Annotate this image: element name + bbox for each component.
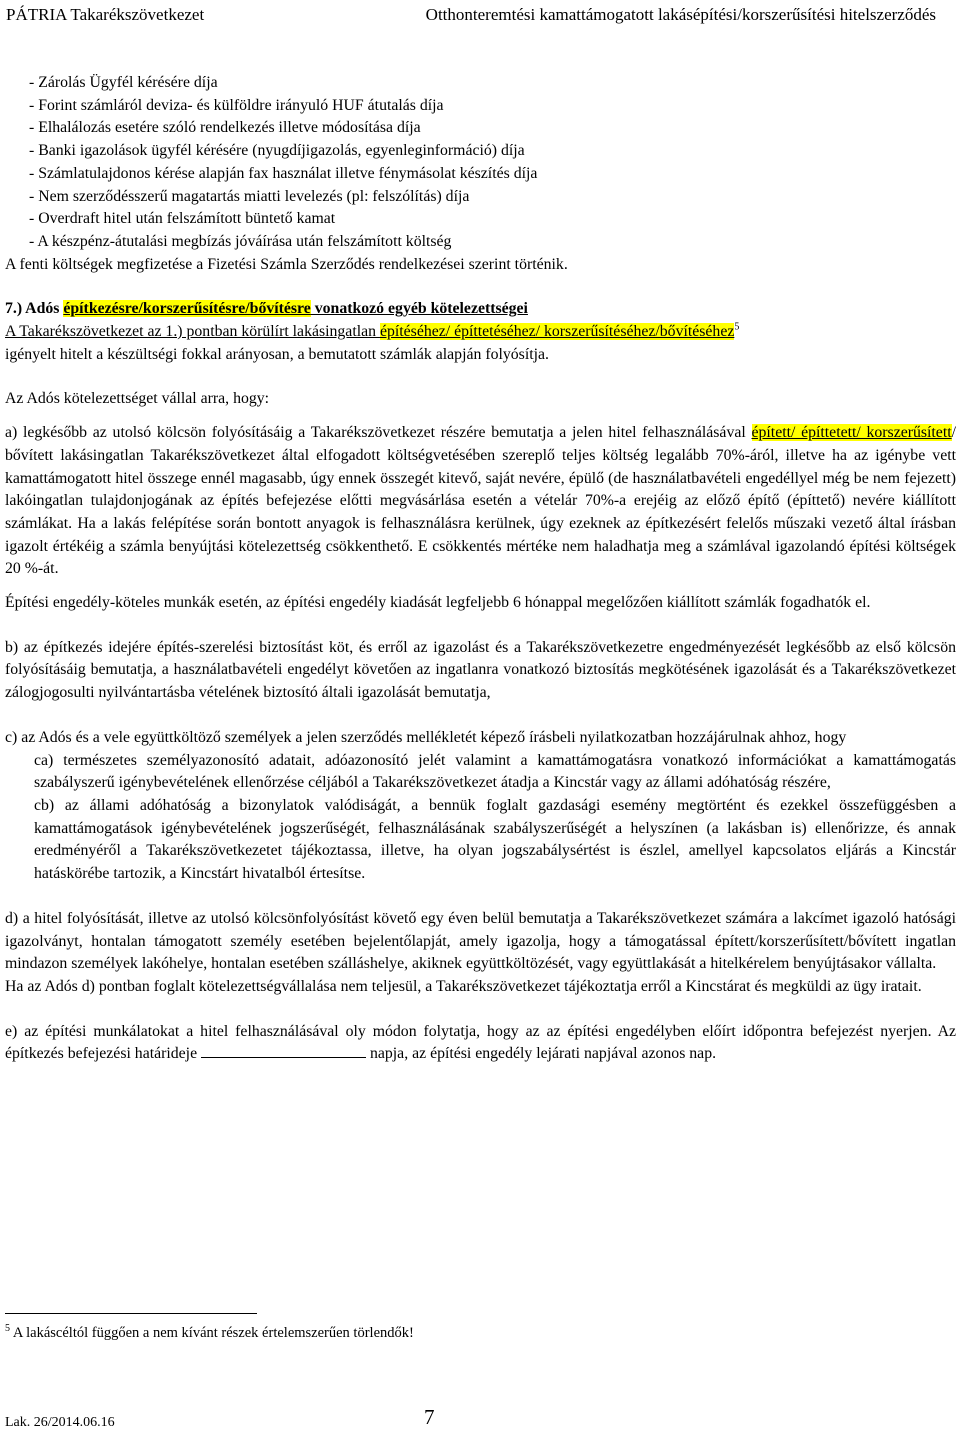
item-ca: ca) természetes személyazonosító adatait, adóazonosító jelét valamint a kamattámogatásra vonatkozó információkat a kamattámogatás szabályszerű igénybevételének ellenőrzése céljából a Takarékszövetkezet átadja a Kincstár vagy az állami adóhatóság részére, [34, 751, 956, 792]
deadline-blank [201, 1043, 366, 1058]
list-item: - Banki igazolások ügyfél kérésére (nyugdíjigazolás, egyenleginformáció) díja [29, 142, 525, 160]
item-cb: cb) az állami adóhatóság a bizonylatok valódiságát, a bennük foglalt gazdasági esemény megtörtént és ezekkel összefüggésben a kamattámogatások igénybevételének jogszerűségét, felhasználásának szabályszerűségét a helyszínen (a lakásban is) ellenőrizze, és annak eredményéről a Takarékszövetkezetet tájékoztassa, illetve, ha olyan jogszabálysértést is észlel, amellyel kapcsolatos eljárás a Kincstár hatáskörébe tartozik, a Kincstárt hivatalból értesítse. [34, 796, 956, 883]
footnote-separator [5, 1313, 257, 1314]
list-item: - Számlatulajdonos kérése alapján fax használat illetve fénymásolat készítés díja [29, 164, 538, 182]
item-c-intro: c) az Adós és a vele együttköltöző személyek a jelen szerződés mellékletét képező írásbeli nyilatkozatban hozzájárulnak ahhoz, hogy [5, 728, 847, 746]
fee-list [5, 72, 956, 254]
header-institution: PÁTRIA Takarékszövetkezet [6, 5, 205, 24]
section-title-highlight: építkezésre/korszerűsítésre/bővítésre [63, 300, 311, 318]
item-a-permit: Építési engedély-köteles munkák esetén, az építési engedély kiadását legfeljebb 6 hónappal megelőzően kiállított számlák fogadhatók el. [5, 594, 871, 612]
section-7-title [5, 298, 956, 321]
item-d: d) a hitel folyósítását, illetve az utolsó kölcsönfolyósítást követő egy éven belül bemutatja a Takarékszövetkezet számára a lakcímet igazoló hatósági igazolványt, hontalan támogatott személy esetében bejelentőlapját, amely igazolja, hogy a támogatással épített/korszerűsített/bővített ingatlan mindazon személyek lakóhelye, hontalan esetében szálláshelye, akiknek együttköltözését, vagy együttlakását a hitelkérelem benyújtásakor vállalta. [5, 909, 956, 973]
list-item: - Nem szerződésszerű magatartás miatti levelezés (pl: felszólítás) díja [29, 187, 470, 205]
item-a [5, 422, 956, 581]
item-e-text: e) az építési munkálatokat a hitel felhasználásával oly módon folytatja, hogy az az építési engedélyben előírt időpontra befejezést nyerjen. Az építkezés befejezési határideje [5, 1022, 956, 1063]
item-b: b) az építkezés idejére építés-szerelési biztosítást köt, és erről az igazolást és a Takarékszövetkezetre engedményezését legkésőbb az első kölcsön folyósításáig bemutatja, a használatbavételi engedélyt követően az ingatlanra vonatkozó biztosítás megkötésének igazolását és a Takarékszövetkezet zálogjogosulti nyilvántartásba vételének biztosító általi igazolását bemutatja, [5, 638, 956, 702]
footnote-text: A lakáscéltól függően a nem kívánt részek értelemszerűen törlendők! [10, 1325, 414, 1341]
item-a-text: a) legkésőbb az utolsó kölcsön folyósításáig a Takarékszövetkezet részére bemutatja a jelen hitel felhasználásával [5, 424, 746, 442]
intro-highlight: építéséhez/ építtetéséhez/ korszerűsítéséhez/bővítéséhez [379, 323, 735, 341]
list-item: - Overdraft hitel után felszámított büntető kamat [29, 210, 336, 228]
header-document-title: Otthonteremtési kamattámogatott lakásépítési/korszerűsítési hitelszerződés [425, 5, 936, 24]
fee-summary: A fenti költségek megfizetése a Fizetési Számla Szerződés rendelkezései szerint történik. [5, 255, 568, 273]
list-item: - Zárolás Ügyfél kérésére díja [29, 74, 218, 91]
intro-text: A Takarékszövetkezet az 1.) pontban körülírt lakásingatlan [5, 323, 380, 341]
item-a-rest: / bővített lakásingatlan Takarékszövetkezet által elfogadott költségvetésében szereplő teljes költség legalább 70%-áról, illetve ha az igénybe vett kamattámogatott hitel összege ennél magasabb, úgy ennek összegét kitevő, saját nevére, épülő (de használatbavételi engedéllyel még be nem fejezett) lakóingatlan tulajdonjogának az építés befejezése előtti megvásárlása esetén a vételár 70%-a erejéig az előző építő (építtető) nevére kiállított számlákat. Ha a lakás felépítése során bontott anyagok is felhasználásra kerülnek, úgy ezeknek az építkezésért felelős műszaki vezető által írásban igazolt értékéig a számla benyújtási kötelezettség csökkenthető. E csökkentés mértéke nem haladhatja meg a számlával igazolandó építési költségek 20 %-át. [5, 424, 956, 578]
section-title-rest: vonatkozó egyéb kötelezettségei [310, 300, 528, 318]
list-item: - A készpénz-átutalási megbízás jóváírása után felszámított költség [29, 232, 452, 250]
list-item: - Elhalálozás esetére szóló rendelkezés illetve módosítása díja [29, 119, 421, 137]
list-item: - Forint számláról deviza- és külföldre irányuló HUF átutalás díja [29, 96, 444, 114]
footnote-ref: 5 [734, 321, 740, 333]
page-number: 7 [424, 1405, 435, 1429]
item-e-rest: napja, az építési engedély lejárati napjával azonos nap. [369, 1045, 717, 1063]
item-a-highlight: épített/ építtetett/ korszerűsített [751, 424, 952, 442]
obligation-intro: Az Adós kötelezettséget vállal arra, hogy: [5, 390, 270, 408]
intro-rest: igényelt hitelt a készültségi fokkal arányosan, a bemutatott számlák alapján folyósítja. [5, 345, 549, 363]
footnote-number: 5 [5, 1323, 10, 1335]
footnote [5, 1322, 414, 1345]
section-number: 7.) Adós [5, 300, 64, 318]
item-d-consequence: Ha az Adós d) pontban foglalt kötelezettségvállalása nem teljesül, a Takarékszövetkezet tájékoztatja erről a Kincstárat és megküldi az ügy iratait. [5, 977, 922, 995]
section-7-intro [5, 321, 956, 366]
document-body [5, 72, 956, 1066]
footer-doc-id: Lak. 26/2014.06.16 [5, 1415, 115, 1430]
item-e [5, 1021, 956, 1066]
